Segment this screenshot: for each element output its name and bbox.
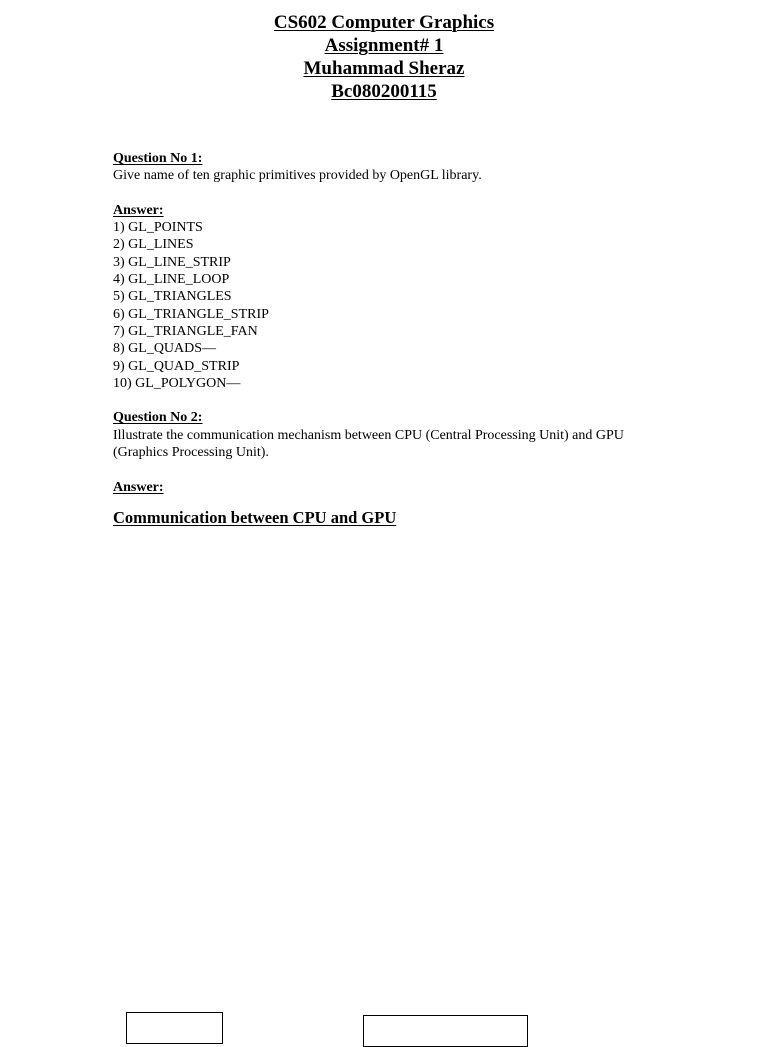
question-2-text: Illustrate the communication mechanism between CPU (Central Processing Unit) and GPU (Graphics Processing Unit). <box>113 427 624 461</box>
student-name: Muhammad Sheraz <box>303 58 465 79</box>
answer-item: 7) GL_TRIANGLE_FAN <box>113 323 258 339</box>
answer-item: 1) GL_POINTS <box>113 220 203 236</box>
student-id: Bc080200115 <box>331 81 437 102</box>
spacer <box>113 392 673 409</box>
question-2-title: Question No 2: <box>113 410 203 426</box>
answer-item: 10) GL_POLYGON— <box>113 375 241 391</box>
document-header <box>0 11 768 103</box>
diagram-box-gpu <box>363 1015 528 1047</box>
answer-item: 5) GL_TRIANGLES <box>113 289 232 305</box>
spacer <box>113 185 673 202</box>
document-body <box>113 150 673 528</box>
assignment-title: Assignment# 1 <box>324 35 444 56</box>
answer-item: 3) GL_LINE_STRIP <box>113 254 231 270</box>
section-title: Communication between CPU and GPU <box>113 507 397 527</box>
answer-item: 4) GL_LINE_LOOP <box>113 272 230 288</box>
course-title: CS602 Computer Graphics <box>273 12 495 33</box>
answer-1-label: Answer: <box>113 202 164 218</box>
answer-item: 9) GL_QUAD_STRIP <box>113 358 240 374</box>
answer-item: 8) GL_QUADS— <box>113 341 217 357</box>
diagram-box-cpu <box>126 1012 223 1044</box>
spacer <box>113 461 673 478</box>
question-1-title: Question No 1: <box>113 151 203 166</box>
answer-item: 6) GL_TRIANGLE_STRIP <box>113 306 269 322</box>
answer-2-label: Answer: <box>113 479 164 495</box>
question-1-text: Give name of ten graphic primitives provided by OpenGL library. <box>113 168 482 184</box>
answer-list <box>113 219 673 392</box>
answer-item: 2) GL_LINES <box>113 237 194 253</box>
